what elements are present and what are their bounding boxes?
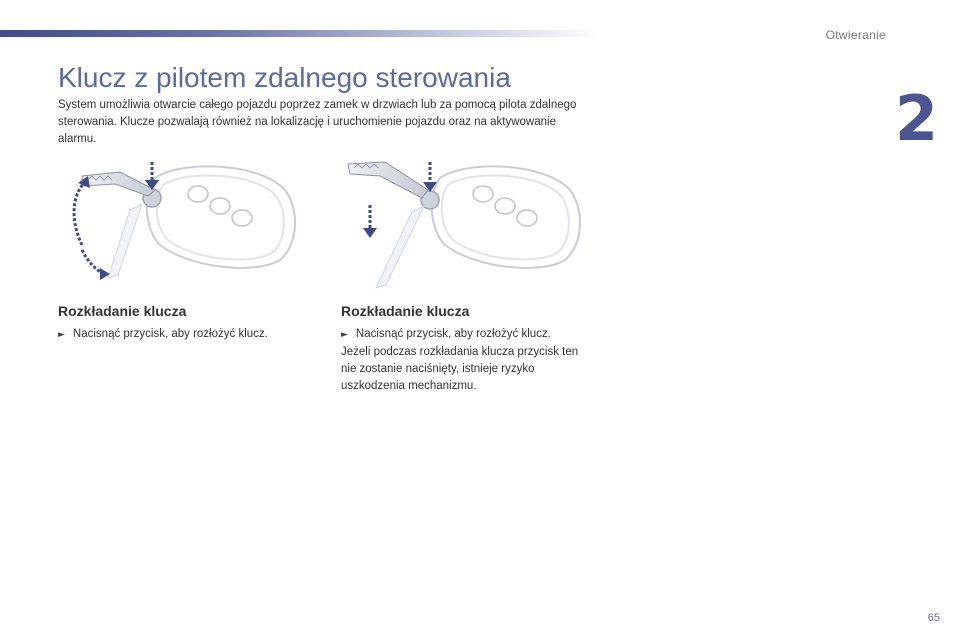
warning-note-text: Jeżeli podczas rozkładania klucza przycisk ten nie zostanie naciśnięty, istnieje ryzyko uszkodzenia mechanizmu. bbox=[341, 346, 579, 392]
page-number: 65 bbox=[927, 612, 940, 624]
arrow-bullet-icon: ► bbox=[58, 330, 65, 340]
section-label: Otwieranie bbox=[825, 28, 886, 42]
key-unfolding-illustration-right bbox=[340, 150, 600, 290]
step-bullet-text-left: Nacisnąć przycisk, aby rozłożyć klucz. bbox=[72, 328, 268, 340]
column-heading-right: Rozkładanie klucza bbox=[341, 303, 470, 319]
intro-paragraph: System umożliwia otwarcie całego pojazdu poprzez zamek w drzwiach lub za pomocą pilota zdalnego sterowania. Klucze pozwalają również na lokalizację i uruchomienie pojazdu oraz na aktywowanie alarmu. bbox=[58, 99, 577, 145]
key-unfolding-illustration-left bbox=[60, 150, 310, 290]
chapter-number: 2 bbox=[894, 82, 938, 155]
header-gradient-bar bbox=[0, 30, 600, 37]
step-bullet-text-right: Nacisnąć przycisk, aby rozłożyć klucz. bbox=[355, 328, 551, 340]
page-title: Klucz z pilotem zdalnego sterowania bbox=[58, 62, 511, 93]
column-heading-left: Rozkładanie klucza bbox=[58, 303, 187, 319]
step-block-right bbox=[341, 326, 591, 395]
step-block-left bbox=[58, 326, 308, 344]
arrow-bullet-icon: ► bbox=[341, 330, 348, 340]
